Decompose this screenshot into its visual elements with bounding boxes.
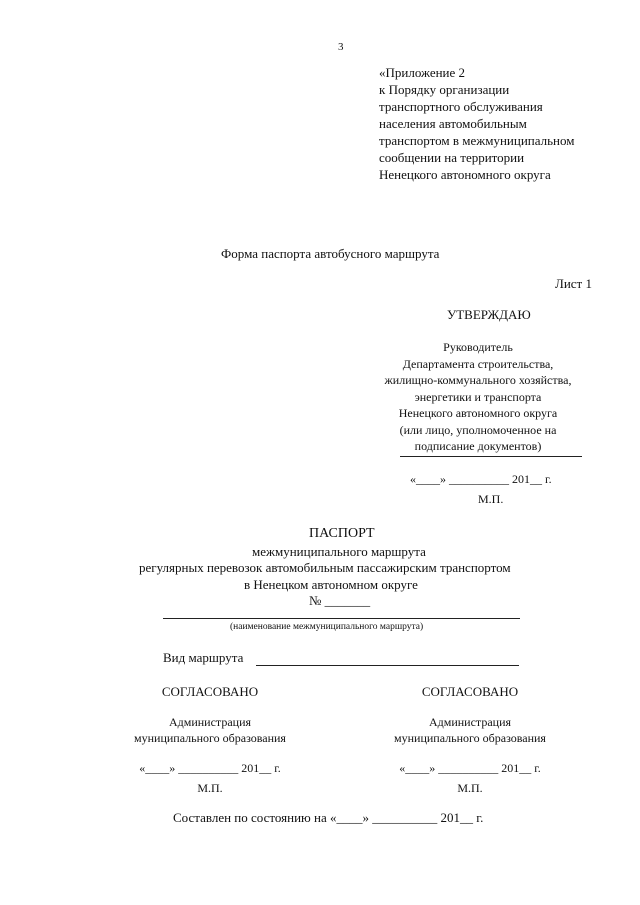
agreement-line: муниципального образования <box>134 731 286 745</box>
appendix-line: населения автомобильным <box>379 116 527 131</box>
appendix-line: Ненецкого автономного округа <box>379 167 551 182</box>
route-type-label: Вид маршрута <box>163 650 244 665</box>
passport-line-2: регулярных перевозок автомобильным пассажирским транспортом <box>139 560 511 575</box>
signer-line: (или лицо, уполномоченное на <box>399 422 557 437</box>
passport-line-1: межмуниципального маршрута <box>252 544 426 559</box>
agreement-line: Администрация <box>428 715 512 729</box>
page-number: 3 <box>338 41 344 53</box>
appendix-line: к Порядку организации <box>379 82 510 97</box>
signer-line: Ненецкого автономного округа <box>398 406 558 420</box>
signer-line: энергетики и транспорта <box>414 389 542 404</box>
signer-line: жилищно-коммунального хозяйства, <box>384 373 572 387</box>
signer-line: подписание документов) <box>414 439 542 453</box>
agreement-date-line: «____» __________ 201__ г. <box>399 761 541 775</box>
appendix-reference <box>379 64 574 183</box>
signer-line: Руководитель <box>443 340 513 354</box>
appendix-line: транспортного обслуживания <box>379 99 543 114</box>
agreement-stamp: М.П. <box>457 781 483 795</box>
agreement-line: муниципального образования <box>394 731 546 745</box>
appendix-line: сообщении на территории <box>379 150 525 165</box>
compiled-as-of: Составлен по состоянию на «____» __________ 201__ г. <box>173 810 484 825</box>
agreement-heading: СОГЛАСОВАНО <box>161 684 259 699</box>
passport-number: № _______ <box>309 593 371 608</box>
appendix-line: «Приложение 2 <box>379 65 466 80</box>
sheet-label: Лист 1 <box>555 276 592 291</box>
agreement-heading: СОГЛАСОВАНО <box>421 684 519 699</box>
agreement-right <box>380 684 560 796</box>
approval-heading: УТВЕРЖДАЮ <box>447 307 531 322</box>
passport-heading: ПАСПОРТ <box>309 526 375 541</box>
route-name-caption: (наименование межмуниципального маршрута) <box>230 622 424 632</box>
approval-stamp: М.П. <box>478 492 504 506</box>
signature-line <box>400 456 582 457</box>
agreement-left <box>120 684 300 796</box>
route-name-line <box>163 618 520 619</box>
passport-line-3: в Ненецком автономном округе <box>244 577 418 592</box>
agreement-date-line: «____» __________ 201__ г. <box>139 761 281 775</box>
appendix-line: транспортом в межмуниципальном <box>379 133 575 148</box>
agreement-line: Администрация <box>168 715 252 729</box>
agreement-stamp: М.П. <box>197 781 223 795</box>
route-type-line <box>256 665 519 666</box>
signer-line: Департамента строительства, <box>402 356 554 371</box>
approval-date-line: «____» __________ 201__ г. <box>410 472 552 486</box>
approval-signer <box>360 339 596 455</box>
form-title: Форма паспорта автобусного маршрута <box>221 246 440 261</box>
